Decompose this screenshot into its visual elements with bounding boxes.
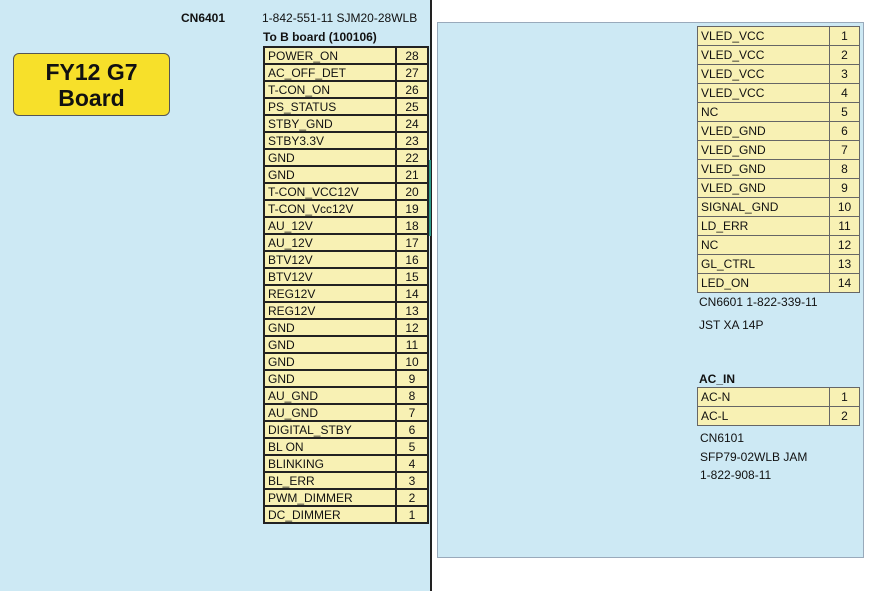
board-label-line-2: Board [58,85,125,111]
pin-row [264,64,428,81]
pin-signal-name: GND [264,370,396,387]
pin-signal-name: BLINKING [264,455,396,472]
pin-signal-name: VLED_VCC [698,84,830,103]
pin-signal-name: SIGNAL_GND [698,198,830,217]
pin-row [264,302,428,319]
pin-row [264,200,428,217]
connector-edge-mark [429,160,431,236]
pin-number: 16 [396,251,428,268]
pin-signal-name: AC-N [698,388,830,407]
pin-signal-name: REG12V [264,302,396,319]
pin-row [264,81,428,98]
pin-signal-name: GND [264,166,396,183]
pin-signal-name: STBY_GND [264,115,396,132]
pin-row [264,217,428,234]
pin-number: 11 [396,336,428,353]
pin-signal-name: VLED_VCC [698,46,830,65]
pin-number: 21 [396,166,428,183]
pin-number: 13 [396,302,428,319]
pin-row [264,234,428,251]
pin-number: 5 [830,103,860,122]
pin-number: 26 [396,81,428,98]
pin-signal-name: GND [264,319,396,336]
cn6401-pin-table [263,46,429,524]
pin-number: 6 [830,122,860,141]
pin-signal-name: LED_ON [698,274,830,293]
pin-number: 25 [396,98,428,115]
pin-signal-name: STBY3.3V [264,132,396,149]
pin-number: 1 [396,506,428,523]
pin-signal-name: POWER_ON [264,47,396,64]
pin-number: 2 [830,407,860,426]
pin-row [264,166,428,183]
cn6401-destination: To B board (100106) [263,30,377,44]
pin-row [698,255,860,274]
pin-row [264,421,428,438]
pin-row [698,84,860,103]
pin-number: 6 [396,421,428,438]
pin-number: 7 [830,141,860,160]
pin-signal-name: GL_CTRL [698,255,830,274]
pin-number: 10 [396,353,428,370]
pin-number: 12 [830,236,860,255]
pin-row [264,98,428,115]
pin-number: 3 [830,65,860,84]
pin-row [264,472,428,489]
pin-number: 1 [830,27,860,46]
pin-number: 12 [396,319,428,336]
pin-number: 9 [830,179,860,198]
pin-signal-name: VLED_GND [698,160,830,179]
pin-signal-name: BTV12V [264,268,396,285]
pin-signal-name: BL_ERR [264,472,396,489]
pin-signal-name: VLED_VCC [698,27,830,46]
pin-number: 3 [396,472,428,489]
pin-number: 28 [396,47,428,64]
pin-number: 20 [396,183,428,200]
pin-number: 22 [396,149,428,166]
pin-row [264,404,428,421]
pin-signal-name: AC_OFF_DET [264,64,396,81]
pin-signal-name: BTV12V [264,251,396,268]
pin-number: 2 [396,489,428,506]
pin-row [698,103,860,122]
cn6601-part-label: CN6601 1-822-339-11 [699,295,818,309]
pin-number: 13 [830,255,860,274]
pin-signal-name: DC_DIMMER [264,506,396,523]
pin-signal-name: T-CON_ON [264,81,396,98]
pin-row [698,236,860,255]
board-label-line-1: FY12 G7 [45,59,138,85]
pin-row [264,268,428,285]
pin-signal-name: LD_ERR [698,217,830,236]
pin-number: 11 [830,217,860,236]
pin-signal-name: DIGITAL_STBY [264,421,396,438]
pin-signal-name: AC-L [698,407,830,426]
cn6601-type-label: JST XA 14P [699,318,764,332]
cn6401-part-number: 1-842-551-11 SJM20-28WLB [262,11,418,25]
pin-row [264,455,428,472]
pin-row [264,47,428,64]
pin-number: 8 [396,387,428,404]
pin-row [698,160,860,179]
pin-number: 7 [396,404,428,421]
pin-number: 9 [396,370,428,387]
pin-signal-name: VLED_VCC [698,65,830,84]
pin-number: 27 [396,64,428,81]
pin-number: 10 [830,198,860,217]
pin-signal-name: NC [698,236,830,255]
pin-number: 18 [396,217,428,234]
pin-number: 14 [830,274,860,293]
pin-row [698,198,860,217]
pin-number: 14 [396,285,428,302]
ac-in-part-number: SFP79-02WLB JAM [700,450,808,464]
pin-row [264,183,428,200]
pin-signal-name: T-CON_Vcc12V [264,200,396,217]
pin-number: 17 [396,234,428,251]
pin-number: 2 [830,46,860,65]
pin-signal-name: NC [698,103,830,122]
pin-row [264,285,428,302]
cn6601-pin-table [697,26,860,293]
pin-row [264,387,428,404]
pin-signal-name: GND [264,336,396,353]
pin-row [698,141,860,160]
pin-row [264,489,428,506]
pin-row [698,388,860,407]
board-label-badge [13,53,170,116]
pin-row [698,179,860,198]
pin-signal-name: AU_12V [264,217,396,234]
pin-row [698,46,860,65]
pin-row [698,407,860,426]
pin-number: 4 [830,84,860,103]
pin-signal-name: AU_12V [264,234,396,251]
ac-in-code: 1-822-908-11 [700,468,772,482]
pin-row [264,370,428,387]
pin-row [698,217,860,236]
pin-signal-name: AU_GND [264,404,396,421]
pin-row [264,319,428,336]
ac-in-pin-table [697,387,860,426]
pin-row [264,438,428,455]
pin-number: 15 [396,268,428,285]
pin-row [264,132,428,149]
pin-row [264,149,428,166]
pin-number: 4 [396,455,428,472]
cn6401-name: CN6401 [181,11,226,25]
ac-in-connector-name: CN6101 [700,431,745,445]
pin-signal-name: GND [264,149,396,166]
pin-signal-name: T-CON_VCC12V [264,183,396,200]
ac-in-title: AC_IN [699,372,736,386]
pin-row [264,353,428,370]
pin-signal-name: AU_GND [264,387,396,404]
pin-signal-name: VLED_GND [698,122,830,141]
pin-row [698,27,860,46]
pin-number: 5 [396,438,428,455]
pin-row [264,506,428,523]
pin-signal-name: PS_STATUS [264,98,396,115]
pin-signal-name: VLED_GND [698,141,830,160]
pin-number: 24 [396,115,428,132]
pin-signal-name: VLED_GND [698,179,830,198]
pin-number: 23 [396,132,428,149]
pin-row [264,336,428,353]
pin-row [264,251,428,268]
pin-number: 19 [396,200,428,217]
pin-signal-name: GND [264,353,396,370]
pin-row [698,65,860,84]
pin-number: 8 [830,160,860,179]
pin-number: 1 [830,388,860,407]
pin-row [698,274,860,293]
pin-signal-name: PWM_DIMMER [264,489,396,506]
pin-signal-name: BL ON [264,438,396,455]
pin-signal-name: REG12V [264,285,396,302]
pin-row [698,122,860,141]
pin-row [264,115,428,132]
